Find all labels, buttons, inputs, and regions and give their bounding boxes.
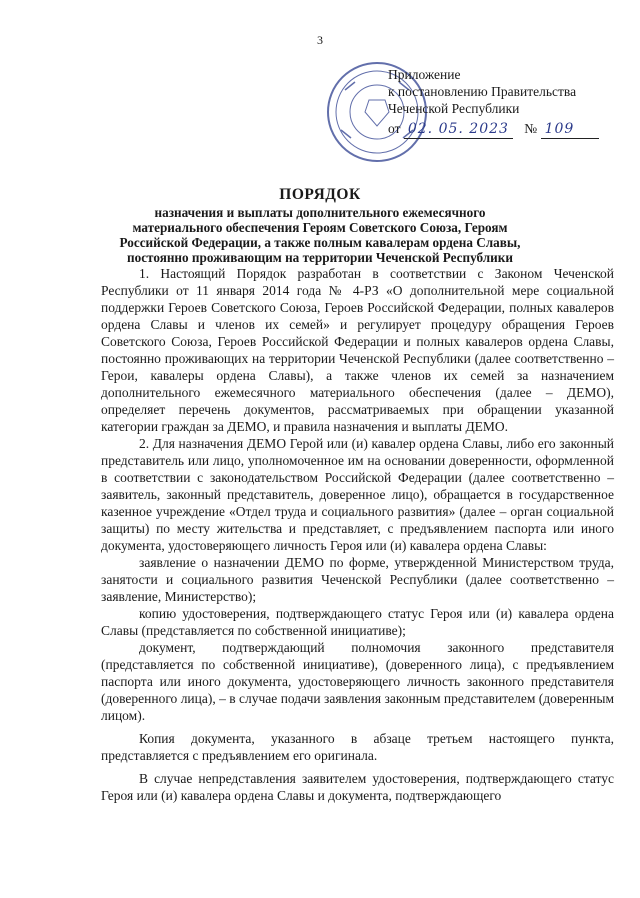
appendix-title: Приложение	[388, 67, 461, 82]
paragraph-copy-note: Копия документа, указанного в абзаце третьем настоящего пункта, представляется с предъявлением его оригинала.	[101, 731, 614, 763]
subtitle-line: Российской Федерации, а также полным кавалерам ордена Славы,	[119, 235, 521, 250]
paragraph-list-item: документ, подтверждающий полномочия законного представителя (представляется по собственной инициативе), (доверенного лица), с предъявлением паспорта или иного документа, удостоверяющего личность законного представителя (доверенного лица), – в случае подачи заявления законным представителем (доверенным лицом).	[101, 640, 614, 723]
appendix-block	[388, 66, 628, 139]
number-sign: №	[524, 121, 538, 136]
appendix-republic-line: Чеченской Республики	[388, 101, 520, 116]
handwritten-date: 02. 05. 2023	[404, 121, 513, 139]
paragraph-2: 2. Для назначения ДЕМО Герой или (и) кавалер ордена Славы, либо его законный представитель или лицо, уполномоченное им на основании доверенности, оформленной в соответствии с законодательством Российской Федерации (далее соответственно – заявитель, законный представитель, доверенное лицо), обращается в государственное казенное учреждение «Отдел труда и социального развития» (далее – орган социальной защиты) по месту жительства и представляет, с предъявлением паспорта или иного документа, удостоверяющего личность Героя или (и) кавалера ордена Славы:	[101, 436, 614, 553]
paragraph-continuation: В случае непредставления заявителем удостоверения, подтверждающего статус Героя или (и) кавалера ордена Славы и документа, подтверждающего	[101, 771, 614, 803]
handwritten-number: 109	[541, 121, 599, 139]
document-subtitle	[100, 205, 540, 265]
paragraph-1: 1. Настоящий Порядок разработан в соответствии с Законом Чеченской Республики от 11 января 2014 года № 4-РЗ «О дополнительной мере социальной поддержки Героев Советского Союза, Героев Российской Федерации, полных кавалеров ордена Славы и членов их семей» и регулирует процедуру обращения Героев Советского Союза, Героев Российской Федерации и полных кавалеров ордена Славы, постоянно проживающих на территории Чеченской Республики (далее соответственно – Герои, кавалеры ордена Славы), а также членов их семей за назначением дополнительного ежемесячного материального обеспечения (далее – ДЕМО), определяет перечень документов, рассматриваемых при обращении указанной категории граждан за ДЕМО, и правила назначения и выплаты ДЕМО.	[101, 266, 614, 434]
from-label: от	[388, 121, 401, 136]
paragraph-list-item: заявление о назначении ДЕМО по форме, утвержденной Министерством труда, занятости и социального развития Чеченской Республики (далее соответственно – заявление, Министерство);	[101, 555, 614, 604]
document-body	[101, 265, 614, 804]
appendix-date-number-line	[388, 120, 628, 139]
subtitle-line: материального обеспечения Героям Советского Союза, Героям	[132, 220, 508, 235]
appendix-decree-line: к постановлению Правительства	[388, 84, 577, 99]
page-number: 3	[317, 33, 323, 47]
subtitle-line: назначения и выплаты дополнительного ежемесячного	[154, 205, 486, 220]
paragraph-list-item: копию удостоверения, подтверждающего статус Героя или (и) кавалера ордена Славы (представляется по собственной инициативе);	[101, 606, 614, 638]
subtitle-line: постоянно проживающим на территории Чеченской Республики	[127, 250, 513, 265]
document-title: ПОРЯДОК	[279, 186, 361, 203]
